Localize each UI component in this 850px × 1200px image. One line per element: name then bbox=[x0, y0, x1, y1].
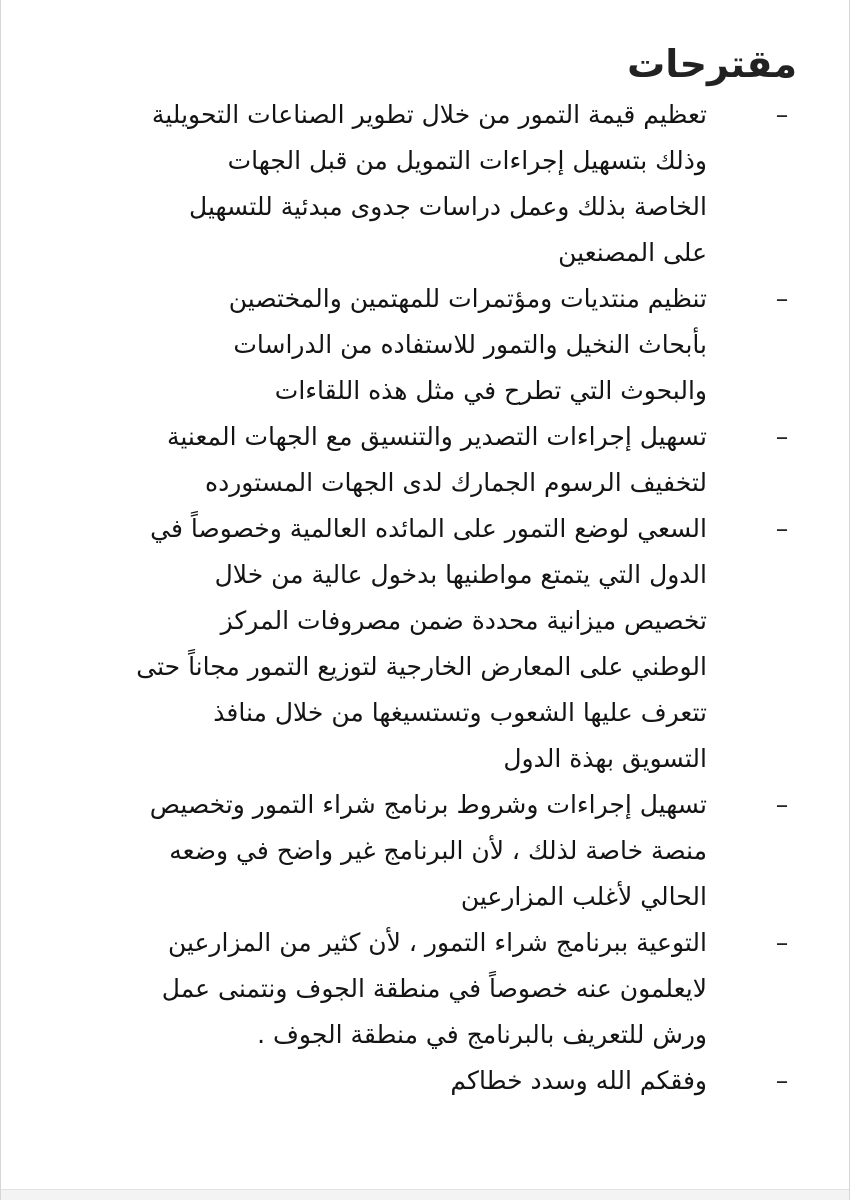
list-item-text: تسهيل إجراءات التصدير والتنسيق مع الجهات المعنية لتخفيف الرسوم الجمارك لدى الجهات المستورده bbox=[166, 422, 707, 497]
list-item bbox=[53, 1058, 797, 1104]
list-item bbox=[53, 782, 797, 920]
dash-bullet-icon: – bbox=[775, 422, 789, 451]
dash-bullet-icon: – bbox=[775, 790, 789, 819]
list-item bbox=[53, 414, 797, 506]
list-item-text: تعظيم قيمة التمور من خلال تطوير الصناعات التحويلية وذلك بتسهيل إجراءات التمويل من قبل الجهات الخاصة بذلك وعمل دراسات جدوى مبدئية للتسهيل على المصنعين bbox=[151, 100, 707, 267]
list-item bbox=[53, 506, 797, 782]
list-item-text: تسهيل إجراءات وشروط برنامج شراء التمور وتخصيص منصة خاصة لذلك ، لأن البرنامج غير واضح في وضعه الحالي لأغلب المزارعين bbox=[149, 790, 707, 911]
suggestions-list bbox=[53, 92, 797, 1104]
list-item-text: وفقكم الله وسدد خطاكم bbox=[450, 1066, 707, 1095]
list-item bbox=[53, 276, 797, 414]
document-body bbox=[1, 0, 849, 1104]
dash-bullet-icon: – bbox=[775, 100, 789, 129]
dash-bullet-icon: – bbox=[775, 514, 789, 543]
document-title: مقترحات bbox=[627, 42, 797, 86]
dash-bullet-icon: – bbox=[775, 928, 789, 957]
dash-bullet-icon: – bbox=[775, 1066, 789, 1095]
list-item bbox=[53, 920, 797, 1058]
dash-bullet-icon: – bbox=[775, 284, 789, 313]
page-bottom-edge bbox=[1, 1189, 849, 1200]
list-item-text: التوعية ببرنامج شراء التمور ، لأن كثير من المزارعين لايعلمون عنه خصوصاً في منطقة الجوف ونتمنى عمل ورش للتعريف بالبرنامج في منطقة الجوف . bbox=[161, 928, 707, 1049]
list-item-text: السعي لوضع التمور على المائده العالمية وخصوصاً في الدول التي يتمتع مواطنيها بدخول عالية من خلال تخصيص ميزانية محددة ضمن مصروفات المركز الوطني على المعارض الخارجية لتوزيع التمور مجاناً حتى تتعرف عليها الشعوب وتستسيغها من خلال منافذ التسويق بهذة الدول bbox=[136, 514, 707, 773]
list-item-text: تنظيم منتديات ومؤتمرات للمهتمين والمختصين بأبحاث النخيل والتمور للاستفاده من الدراسات والبحوث التي تطرح في مثل هذه اللقاءات bbox=[228, 284, 707, 405]
list-item bbox=[53, 92, 797, 276]
